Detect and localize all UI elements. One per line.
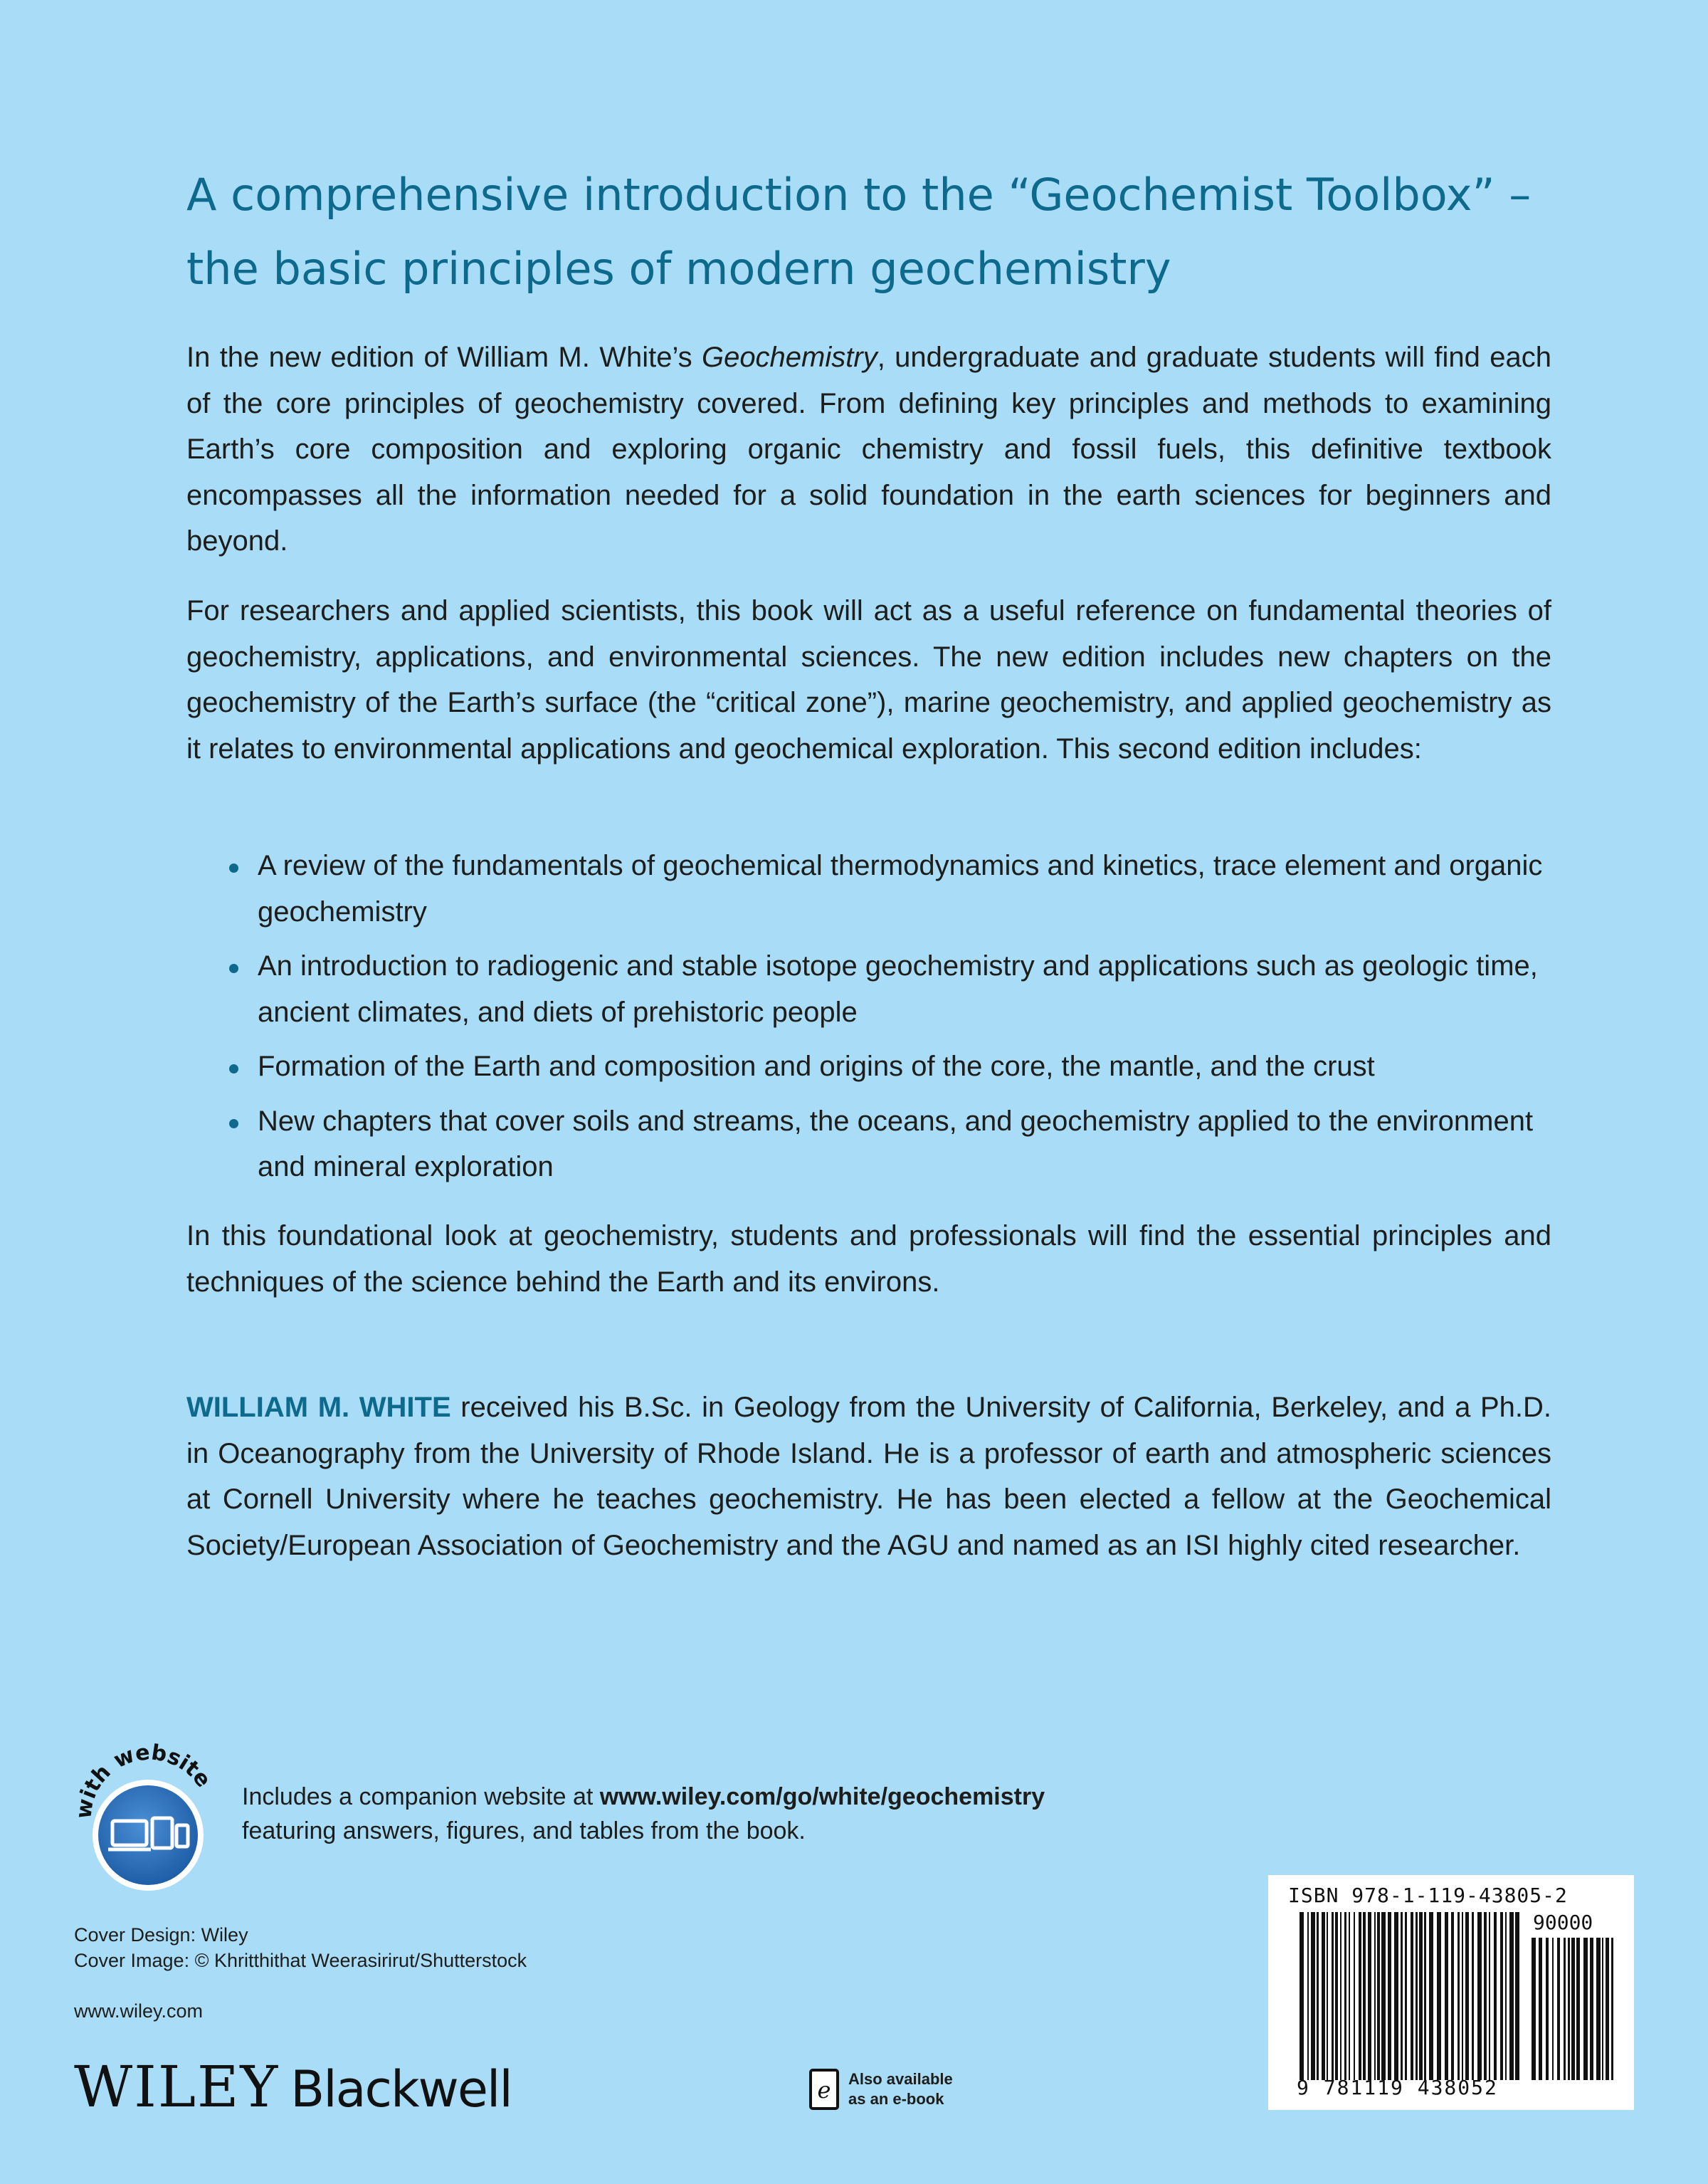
- barcode-bar: [1363, 1912, 1366, 2080]
- barcode-bar: [1515, 1912, 1519, 2080]
- barcode-bar: [1394, 1912, 1398, 2080]
- barcode-bar: [1568, 1938, 1570, 2080]
- barcode-bar: [1327, 1912, 1328, 2080]
- bullet-icon: [229, 964, 238, 973]
- barcode-bar: [1381, 1912, 1386, 2080]
- author-name: WILLIAM M. WHITE: [186, 1392, 451, 1423]
- author-bio-text: received his B.Sc. in Geology from the University of California, Berkeley, and a Ph.D. in Oceanography from the University of Rhode Island. He is a professor of earth and atmospheric sciences at Cornell University where he teaches geochemistry. He has been elected a fellow at the Geochemical Society/European Association of Geochemistry and the AGU and named as an ISI highly cited researcher.: [186, 1392, 1551, 1561]
- cover-image-credit: Cover Image: © Khritthithat Weerasirirut/Shutterstock: [74, 1950, 527, 1971]
- intro-text-start: In the new edition of William M. White’s: [186, 342, 702, 373]
- barcode-bar: [1546, 1938, 1549, 2080]
- barcode-bar: [1571, 1938, 1575, 2080]
- barcode-bar: [1349, 1912, 1350, 2080]
- barcode-bar: [1322, 1912, 1325, 2080]
- researchers-paragraph: [186, 588, 1551, 772]
- isbn-label: ISBN 978-1-119-43805-2: [1288, 1884, 1568, 1907]
- ebook-icon: [808, 2068, 840, 2111]
- barcode-bar: [1416, 1912, 1418, 2080]
- book-title: Geochemistry: [701, 342, 877, 373]
- barcode-bar: [1489, 1912, 1490, 2080]
- barcode-bar: [1311, 1912, 1315, 2080]
- researchers-text: For researchers and applied scientists, this book will act as a useful reference on fundamental theories of geochemistry, applications, and environmental sciences. The new edition includes new chapters on the geochemistry of the Earth’s surface (the “critical zone”), marine geochemistry, and applied geochemistry as it relates to environmental applications and geochemical exploration. This second edition includes:: [186, 595, 1551, 765]
- barcode-bar: [1590, 1938, 1593, 2080]
- barcode-bar: [1484, 1912, 1487, 2080]
- barcode-bar: [1374, 1912, 1376, 2080]
- barcode-bar: [1344, 1912, 1346, 2080]
- barcode-bar: [1494, 1912, 1497, 2080]
- ebook-line-2: as an e-book: [848, 2090, 944, 2108]
- list-item-text: An introduction to radiogenic and stable isotope geochemistry and applications such as geologic time, ancient climates, and diets of prehistoric people: [258, 950, 1538, 1028]
- barcode-bar: [1354, 1912, 1355, 2080]
- publisher-url[interactable]: www.wiley.com: [74, 2000, 204, 2022]
- barcode-bar: [1557, 1938, 1560, 2080]
- barcode-bar: [1509, 1912, 1514, 2080]
- barcode-bar: [1424, 1912, 1426, 2080]
- barcode-bars: [1300, 1912, 1520, 2080]
- barcode-bar: [1583, 1938, 1588, 2080]
- list-item: [186, 943, 1551, 1035]
- list-item: [186, 1098, 1551, 1190]
- barcode-bar: [1437, 1912, 1441, 2080]
- publisher-logo: [74, 2054, 512, 2118]
- barcode-bar: [1445, 1912, 1448, 2080]
- headline-line-1: A comprehensive introduction to the “Geochemist Toolbox” –: [186, 169, 1532, 221]
- features-list: [186, 843, 1551, 1199]
- cover-design-credit: Cover Design: Wiley: [74, 1924, 248, 1946]
- companion-website-note: [242, 1780, 1045, 1848]
- list-item-text: Formation of the Earth and composition and origins of the core, the mantle, and the crust: [258, 1051, 1375, 1082]
- barcode-bar: [1317, 1912, 1319, 2080]
- cover-credits: [74, 1922, 527, 1973]
- wiley-wordmark: WILEY: [74, 2054, 280, 2120]
- barcode-bar: [1335, 1912, 1338, 2080]
- barcode-bar: [1465, 1912, 1469, 2080]
- barcode-bar: [1596, 1938, 1601, 2080]
- list-item: [186, 1044, 1551, 1090]
- isbn-digits: 9 781119 438052: [1297, 2076, 1498, 2099]
- bullet-icon: [229, 863, 238, 873]
- list-item-text: New chapters that cover soils and streams, the oceans, and geochemistry applied to the environment and mineral exploration: [258, 1105, 1534, 1182]
- barcode-bar: [1472, 1912, 1474, 2080]
- barcode-bar: [1401, 1912, 1403, 2080]
- companion-prefix: Includes a companion website at: [242, 1783, 600, 1810]
- price-barcode-bars: [1532, 1938, 1617, 2080]
- headline-line-2: the basic principles of modern geochemistry: [186, 243, 1171, 295]
- conclusion-text: In this foundational look at geochemistry, students and professionals will find the essential principles and techniques of the science behind the Earth and its environs.: [186, 1220, 1551, 1298]
- barcode-bar: [1500, 1912, 1503, 2080]
- barcode-bar: [1429, 1912, 1433, 2080]
- headline: [186, 158, 1610, 306]
- barcode-bar: [1451, 1912, 1454, 2080]
- author-bio: [186, 1385, 1551, 1568]
- barcode-bar: [1307, 1912, 1309, 2080]
- barcode-bar: [1539, 1938, 1542, 2080]
- barcode-bar: [1532, 1938, 1536, 2080]
- barcode-bar: [1340, 1912, 1341, 2080]
- barcode-bar: [1505, 1912, 1507, 2080]
- companion-url[interactable]: www.wiley.com/go/white/geochemistry: [599, 1783, 1045, 1810]
- blackwell-wordmark: Blackwell: [290, 2060, 512, 2119]
- barcode-bar: [1377, 1912, 1380, 2080]
- ebook-line-1: Also available: [848, 2070, 953, 2088]
- barcode-bar: [1332, 1912, 1334, 2080]
- barcode-bar: [1457, 1912, 1460, 2080]
- barcode-bar: [1359, 1912, 1361, 2080]
- barcode-bar: [1411, 1912, 1413, 2080]
- barcode-bar: [1462, 1912, 1463, 2080]
- list-item: [186, 843, 1551, 935]
- barcode-bar: [1552, 1938, 1554, 2080]
- barcode-bar: [1611, 1938, 1613, 2080]
- barcode-bar: [1576, 1938, 1580, 2080]
- ebook-notice: [808, 2068, 953, 2111]
- barcode-bar: [1564, 1938, 1566, 2080]
- conclusion-paragraph: [186, 1213, 1551, 1305]
- barcode-bar: [1477, 1912, 1482, 2080]
- barcode-bar: [1419, 1912, 1423, 2080]
- barcode: [1268, 1875, 1634, 2110]
- list-item-text: A review of the fundamentals of geochemical thermodynamics and kinetics, trace element and organic geochemistry: [258, 850, 1543, 928]
- barcode-bar: [1602, 1938, 1603, 2080]
- website-badge: [70, 1736, 226, 1892]
- intro-paragraph: [186, 335, 1551, 565]
- bullet-icon: [229, 1119, 238, 1128]
- barcode-bar: [1606, 1938, 1609, 2080]
- svg-text:e: e: [817, 2077, 831, 2104]
- barcode-bar: [1368, 1912, 1371, 2080]
- badge-label: with website: [71, 1740, 216, 1821]
- intro-text-end: , undergraduate and graduate students will find each of the core principles of geochemistry covered. From defining key principles and methods to examining Earth’s core composition and exploring organic chemistry and fossil fuels, this definitive textbook encompasses all the information needed for a solid foundation in the earth sciences for beginners and beyond.: [186, 342, 1551, 557]
- companion-line-2: featuring answers, figures, and tables from the book.: [242, 1817, 806, 1844]
- barcode-bar: [1388, 1912, 1391, 2080]
- price-code: 90000: [1533, 1911, 1593, 1934]
- barcode-bar: [1405, 1912, 1407, 2080]
- barcode-bar: [1300, 1912, 1304, 2080]
- bullet-icon: [229, 1064, 238, 1073]
